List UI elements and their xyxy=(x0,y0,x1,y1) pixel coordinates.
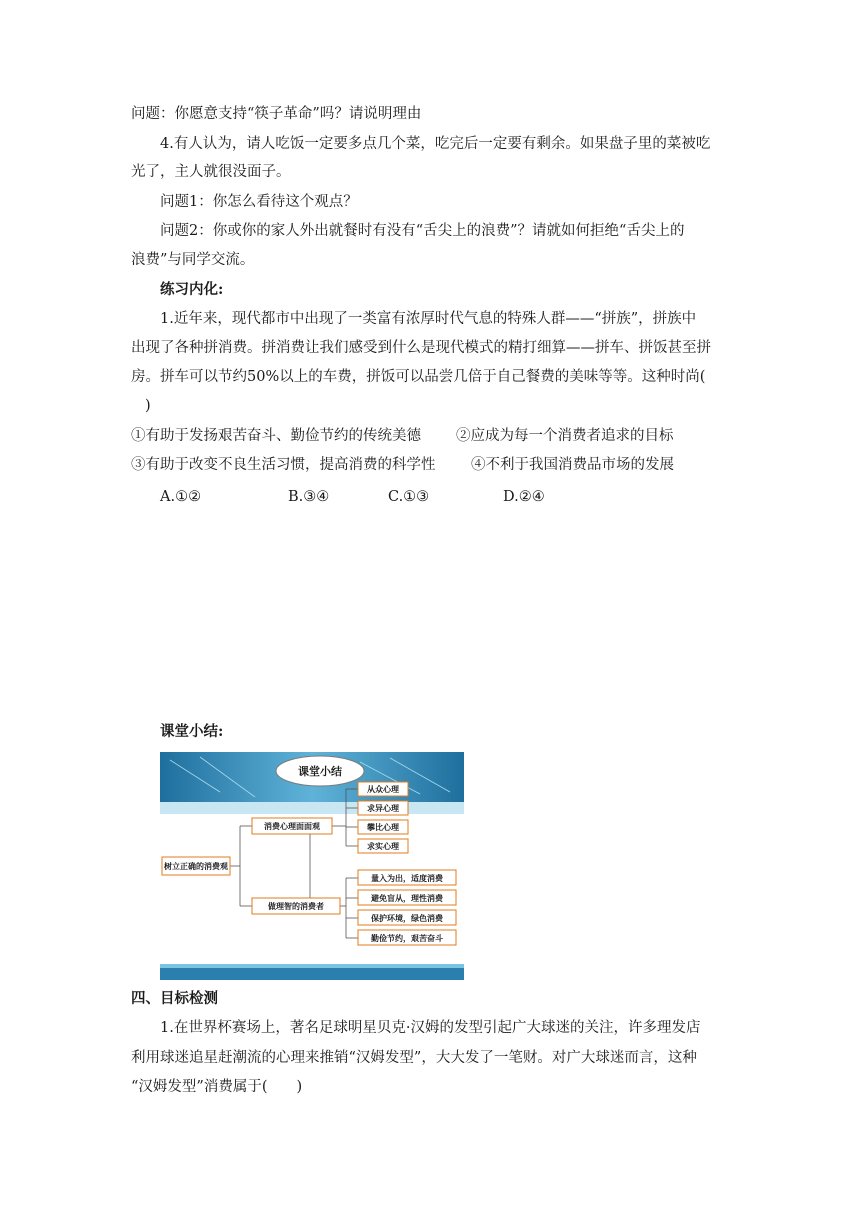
diagram-top-fade xyxy=(160,802,464,814)
diagram-leaf-label: 量入为出，适度消费 xyxy=(371,874,443,883)
section4-heading: 四、目标检测 xyxy=(131,990,218,1007)
diagram-leaf-label: 求异心理 xyxy=(367,804,399,813)
summary-heading: 课堂小结: xyxy=(160,723,224,740)
diagram-leaf-label: 从众心理 xyxy=(367,785,399,794)
statement-2: ②应成为每一个消费者追求的目标 xyxy=(456,428,674,444)
diagram-leaf-label: 保护环境，绿色消费 xyxy=(371,914,443,923)
diagram-branch-label-1: 消费心理面面观 xyxy=(264,822,320,831)
statement-4: ④不利于我国消费品市场的发展 xyxy=(471,457,674,473)
diagram-leaf-label: 勤俭节约，艰苦奋斗 xyxy=(371,934,443,943)
section4-q1-line1: 1.在世界杯赛场上，著名足球明星贝克·汉姆的发型引起广大球迷的关注，许多理发店 xyxy=(160,1020,701,1036)
practice-q1-line4: ) xyxy=(145,398,151,414)
summary-diagram xyxy=(160,752,464,980)
diagram-root-label: 树立正确的消费观 xyxy=(164,862,228,871)
option-d: D.②④ xyxy=(503,489,545,505)
section4-q1-line3: “汉姆发型”消费属于( ) xyxy=(131,1079,303,1095)
practice-q1-line2: 出现了各种拼消费。拼消费让我们感受到什么是现代模式的精打细算——拼车、拼饭甚至拼 xyxy=(131,340,711,356)
option-b: B.③④ xyxy=(288,489,330,505)
statement-3: ③有助于改变不良生活习惯，提高消费的科学性 xyxy=(131,457,436,473)
diagram-leaf-label: 求实心理 xyxy=(367,842,399,851)
section4-q1-line2: 利用球迷追星赶潮流的心理来推销“汉姆发型”，大大发了一笔财。对广大球迷而言，这种 xyxy=(131,1050,697,1066)
practice-q1-line3: 房。拼车可以节约50%以上的车费，拼饭可以品尝几倍于自己餐费的美味等等。这种时尚( xyxy=(131,369,706,385)
q4-sub-question-2-line1: 问题2：你或你的家人外出就餐时有没有“舌尖上的浪费”？请就如何拒绝“舌尖上的 xyxy=(160,223,685,239)
option-c: C.①③ xyxy=(388,489,430,505)
q4-text-line1: 4.有人认为，请人吃饭一定要多点几个菜，吃完后一定要有剩余。如果盘子里的菜被吃 xyxy=(160,136,711,152)
diagram-title: 课堂小结 xyxy=(298,765,342,778)
q4-text-line2: 光了，主人就很没面子。 xyxy=(131,164,291,180)
diagram-leaf-label: 避免盲从，理性消费 xyxy=(371,894,443,903)
practice-q1-line1: 1.近年来，现代都市中出现了一类富有浓厚时代气息的特殊人群——“拼族”，拼族中 xyxy=(160,311,697,327)
option-a: A.①② xyxy=(160,489,202,505)
diagram-bottom-fade xyxy=(160,964,464,968)
diagram-leaf-label: 攀比心理 xyxy=(367,823,399,832)
statement-1: ①有助于发扬艰苦奋斗、勤俭节约的传统美德 xyxy=(131,428,421,444)
diagram-branch-label-2: 做理智的消费者 xyxy=(268,902,324,911)
q3-question: 问题：你愿意支持“筷子革命”吗？请说明理由 xyxy=(131,106,422,122)
diagram-bottom-band xyxy=(160,968,464,980)
q4-sub-question-1: 问题1：你怎么看待这个观点？ xyxy=(160,194,358,210)
q4-sub-question-2-line2: 浪费”与同学交流。 xyxy=(131,252,255,268)
practice-heading: 练习内化: xyxy=(160,281,224,298)
